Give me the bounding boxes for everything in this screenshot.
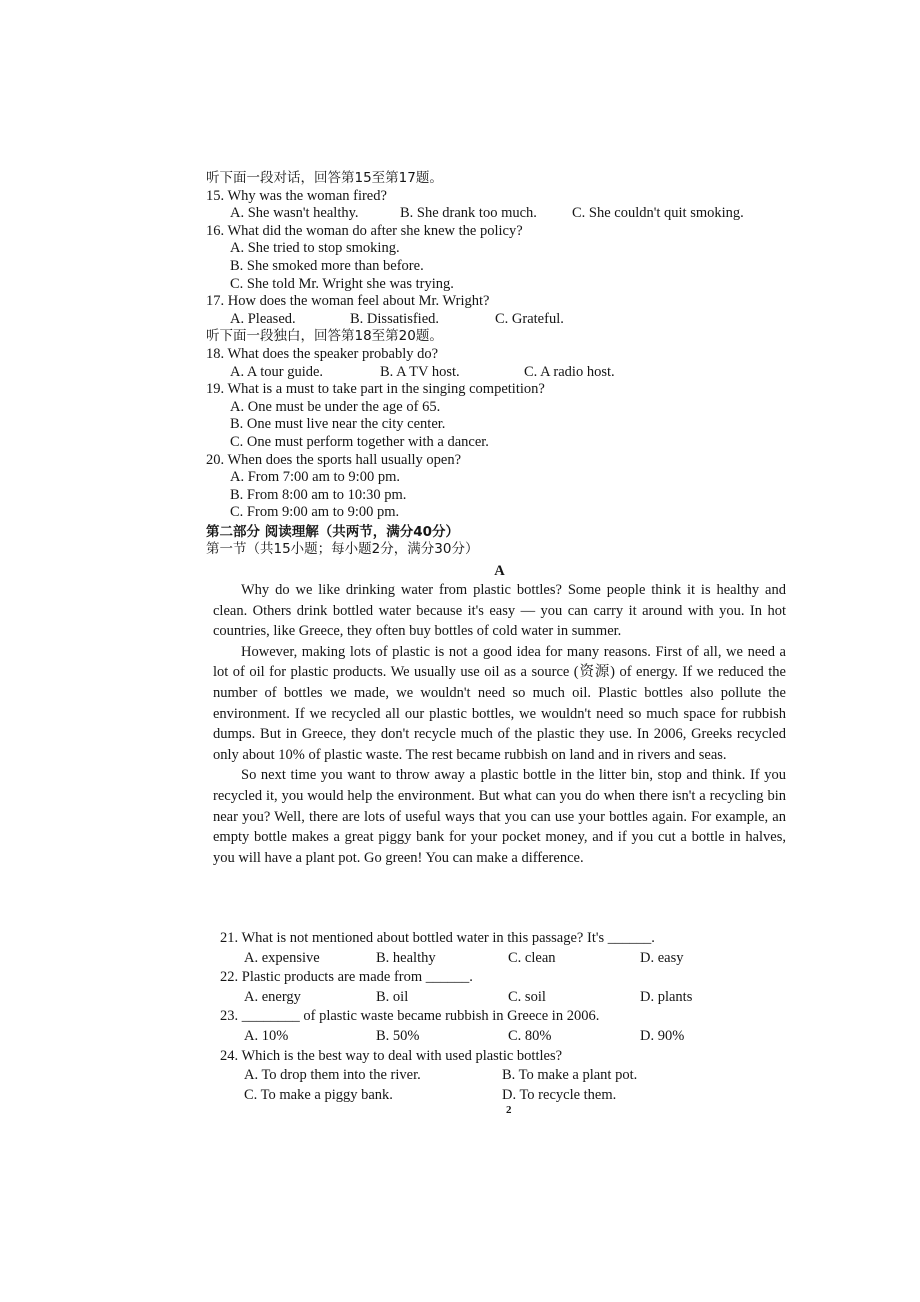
question-22-options (220, 988, 780, 1008)
part-heading: 第二部分 阅读理解（共两节，满分40分） (206, 523, 459, 540)
option: A. She wasn't healthy. (230, 205, 359, 222)
option: B. She drank too much. (400, 205, 537, 222)
option: C. Grateful. (495, 310, 564, 327)
monologue-heading: 听下面一段独白，回答第18至第20题。 (206, 328, 443, 345)
reading-questions (220, 929, 780, 1105)
option: A. energy (244, 988, 301, 1005)
question-18-options (206, 364, 796, 382)
question-21: 21. What is not mentioned about bottled water in this passage? It's ______. (220, 930, 655, 946)
paragraph: However, making lots of plastic is not a good idea for many reasons. First of all, we need a lot of oil for plastic products. We usually use oil as a source (资源) of energy. If we reduced the number of bottles we made, we wouldn't need so much oil. Plastic bottles also pollute the environment. If we recycled all our plastic bottles, we wouldn't need so much space for rubbish dumps. But in Greece, they don't recycle much of the plastic they use. In 2006, Greeks recycled only about 10% of plastic waste. The rest became rubbish on land and in rivers and seas. (213, 643, 786, 763)
option: A. expensive (244, 949, 320, 966)
section-heading: 第一节（共15小题；每小题2分，满分30分） (206, 541, 479, 558)
option: A. Pleased. (230, 310, 296, 327)
option: A. 10% (244, 1027, 289, 1044)
paragraph: Why do we like drinking water from plastic bottles? Some people think it is healthy and clean. Others drink bottled water because it's easy — you can carry it around with you. In hot countries, like Greece, they often buy bottles of cold water in summer. (213, 582, 786, 640)
option: D. To recycle them. (502, 1086, 617, 1103)
option: A. She tried to stop smoking. (230, 240, 400, 257)
option: A. To drop them into the river. (244, 1067, 421, 1084)
option: C. 80% (508, 1027, 552, 1044)
option: D. plants (640, 988, 693, 1005)
option: C. She couldn't quit smoking. (572, 205, 744, 222)
question-21-options (220, 949, 780, 969)
option: A. From 7:00 am to 9:00 pm. (230, 469, 400, 486)
option: B. To make a plant pot. (502, 1067, 638, 1084)
option: C. One must perform together with a dancer. (230, 433, 489, 450)
question-24-options (220, 1066, 780, 1086)
question-24: 24. Which is the best way to deal with used plastic bottles? (220, 1047, 563, 1064)
dialogue-heading: 听下面一段对话，回答第15至第17题。 (206, 170, 443, 186)
paragraph: So next time you want to throw away a plastic bottle in the litter bin, stop and think. If you recycled it, you would help the environment. But what can you do when there isn't a recycling bin near you? Well, there are lots of useful ways that you can use your bottles again. For example, an empty bottle makes a great piggy bank for your pocket money, and if you cut a bottle in halves, you will have a plant pot. Go green! You can make a difference. (213, 767, 786, 866)
option: B. One must live near the city center. (230, 416, 446, 433)
question-17-options (206, 311, 796, 329)
option: B. She smoked more than before. (230, 257, 424, 274)
option: B. 50% (376, 1027, 420, 1044)
option: C. She told Mr. Wright she was trying. (230, 275, 454, 292)
option: C. To make a piggy bank. (244, 1086, 393, 1103)
option: C. From 9:00 am to 9:00 pm. (230, 504, 400, 521)
option: A. One must be under the age of 65. (230, 398, 441, 415)
option: D. 90% (640, 1027, 685, 1044)
option: B. Dissatisfied. (350, 310, 440, 327)
passage-label: A (494, 563, 505, 579)
question-16: 16. What did the woman do after she knew the policy? (206, 222, 523, 239)
question-15-options (206, 205, 796, 223)
page-number: 2 (506, 1104, 512, 1116)
option: C. clean (508, 949, 556, 966)
option: B. A TV host. (380, 363, 460, 380)
question-20: 20. When does the sports hall usually open? (206, 451, 462, 468)
question-23-options (220, 1027, 780, 1047)
option: B. From 8:00 am to 10:30 pm. (230, 486, 407, 503)
question-23: 23. ________ of plastic waste became rubbish in Greece in 2006. (220, 1008, 600, 1025)
option: C. soil (508, 988, 546, 1005)
option: B. oil (376, 988, 409, 1005)
option: D. easy (640, 949, 684, 966)
question-15: 15. Why was the woman fired? (206, 187, 387, 204)
passage (213, 580, 786, 868)
question-17: 17. How does the woman feel about Mr. Wright? (206, 293, 490, 310)
question-22: 22. Plastic products are made from ______. (220, 969, 473, 986)
question-24-options-2 (220, 1086, 780, 1106)
question-19: 19. What is a must to take part in the singing competition? (206, 381, 545, 398)
listening-section (206, 170, 796, 559)
question-18: 18. What does the speaker probably do? (206, 345, 439, 362)
option: B. healthy (376, 949, 436, 966)
option: A. A tour guide. (230, 363, 324, 380)
option: C. A radio host. (524, 363, 615, 380)
